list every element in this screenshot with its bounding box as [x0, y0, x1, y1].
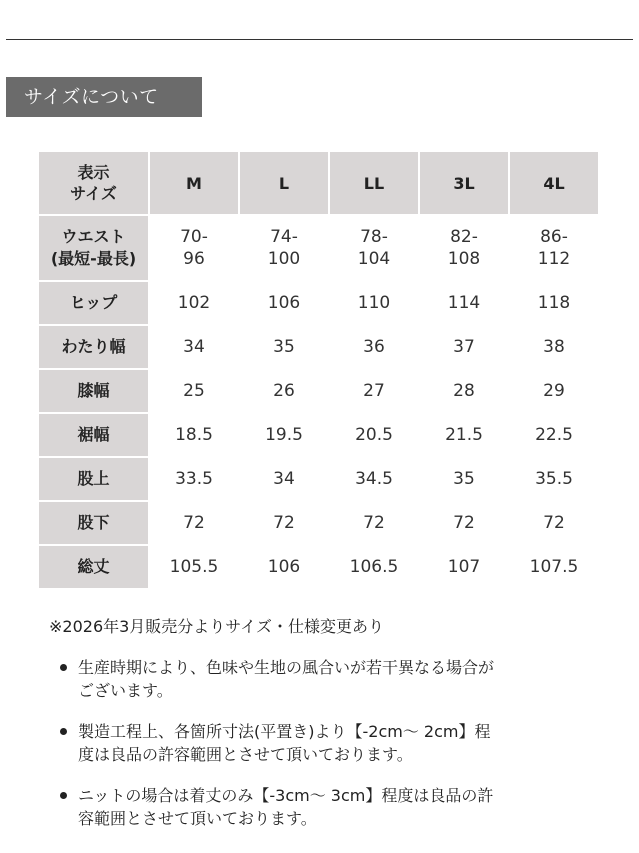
- list-item: [56, 656, 596, 702]
- table-cell: 35: [420, 458, 508, 500]
- table-cell: 105.5: [150, 546, 238, 588]
- waist-label-line2: (最短-最長): [50, 249, 137, 268]
- table-cell: [150, 216, 238, 280]
- table-cell: 102: [150, 282, 238, 324]
- size-table: [37, 150, 600, 590]
- column-header-3l: 3L: [420, 152, 508, 214]
- table-cell: 107: [420, 546, 508, 588]
- table-cell: 72: [420, 502, 508, 544]
- table-row-hem: [39, 414, 598, 456]
- table-cell: [510, 216, 598, 280]
- row-label-knee: 膝幅: [39, 370, 148, 412]
- cell-line: 86-: [540, 227, 568, 247]
- table-cell: 38: [510, 326, 598, 368]
- table-cell: 72: [240, 502, 328, 544]
- table-cell: 35: [240, 326, 328, 368]
- table-cell: 22.5: [510, 414, 598, 456]
- header-corner-cell: [39, 152, 148, 214]
- caution-list: [56, 656, 596, 848]
- table-cell: 19.5: [240, 414, 328, 456]
- table-row-length: [39, 546, 598, 588]
- table-cell: 106: [240, 282, 328, 324]
- table-cell: [330, 216, 418, 280]
- table-cell: 20.5: [330, 414, 418, 456]
- table-row-rise: [39, 458, 598, 500]
- table-cell: 72: [510, 502, 598, 544]
- list-item-line2: 容範囲とさせて頂いております。: [78, 809, 317, 828]
- row-label-length: 総丈: [39, 546, 148, 588]
- table-row-knee: [39, 370, 598, 412]
- top-divider: [6, 39, 633, 40]
- table-cell: 106: [240, 546, 328, 588]
- table-row-waist: [39, 216, 598, 280]
- table-cell: 107.5: [510, 546, 598, 588]
- table-cell: 33.5: [150, 458, 238, 500]
- table-cell: 36: [330, 326, 418, 368]
- cell-line: 108: [447, 249, 481, 269]
- list-item-line1: 生産時期により、色味や生地の風合いが若干異なる場合が: [78, 658, 495, 677]
- table-cell: 37: [420, 326, 508, 368]
- list-item-line1: ニットの場合は着丈のみ【-3cm～ 3cm】程度は良品の許: [78, 786, 494, 805]
- spec-change-notice: ※2026年3月販売分よりサイズ・仕様変更あり: [49, 617, 385, 636]
- row-label-inseam: 股下: [39, 502, 148, 544]
- corner-label-line2: サイズ: [70, 184, 117, 203]
- waist-label-line1: ウエスト: [61, 227, 126, 246]
- list-item-line1: 製造工程上、各箇所寸法(平置き)より【-2cm～ 2cm】程: [78, 722, 491, 741]
- cell-line: 74-: [270, 227, 298, 247]
- section-title: サイズについて: [6, 77, 202, 117]
- table-header-row: [39, 152, 598, 214]
- cell-line: 70-: [180, 227, 208, 247]
- bullet-dot-icon: [60, 664, 67, 671]
- table-cell: [420, 216, 508, 280]
- table-cell: 72: [330, 502, 418, 544]
- table-cell: 114: [420, 282, 508, 324]
- row-label-hem: 裾幅: [39, 414, 148, 456]
- row-label-hip: ヒップ: [39, 282, 148, 324]
- row-label-rise: 股上: [39, 458, 148, 500]
- table-cell: 34: [150, 326, 238, 368]
- table-cell: 26: [240, 370, 328, 412]
- table-row-hip: [39, 282, 598, 324]
- table-cell: [240, 216, 328, 280]
- row-label-waist: [39, 216, 148, 280]
- cell-line: 96: [183, 249, 205, 269]
- corner-label-line1: 表示: [77, 163, 110, 182]
- column-header-ll: LL: [330, 152, 418, 214]
- table-cell: 118: [510, 282, 598, 324]
- cell-line: 78-: [360, 227, 388, 247]
- table-cell: 21.5: [420, 414, 508, 456]
- table-cell: 29: [510, 370, 598, 412]
- table-cell: 27: [330, 370, 418, 412]
- list-item: [56, 720, 596, 766]
- table-cell: 18.5: [150, 414, 238, 456]
- list-item: [56, 784, 596, 830]
- table-row-thigh: [39, 326, 598, 368]
- row-label-thigh: わたり幅: [39, 326, 148, 368]
- table-cell: 72: [150, 502, 238, 544]
- cell-line: 112: [537, 249, 571, 269]
- cell-line: 100: [267, 249, 301, 269]
- column-header-m: M: [150, 152, 238, 214]
- table-cell: 25: [150, 370, 238, 412]
- list-item-line2: ございます。: [78, 681, 173, 700]
- table-cell: 106.5: [330, 546, 418, 588]
- table-row-inseam: [39, 502, 598, 544]
- table-cell: 110: [330, 282, 418, 324]
- column-header-4l: 4L: [510, 152, 598, 214]
- cell-line: 104: [357, 249, 391, 269]
- table-cell: 34.5: [330, 458, 418, 500]
- list-item-line2: 度は良品の許容範囲とさせて頂いております。: [78, 745, 413, 764]
- cell-line: 82-: [450, 227, 478, 247]
- column-header-l: L: [240, 152, 328, 214]
- bullet-dot-icon: [60, 728, 67, 735]
- table-cell: 34: [240, 458, 328, 500]
- table-cell: 35.5: [510, 458, 598, 500]
- bullet-dot-icon: [60, 792, 67, 799]
- table-cell: 28: [420, 370, 508, 412]
